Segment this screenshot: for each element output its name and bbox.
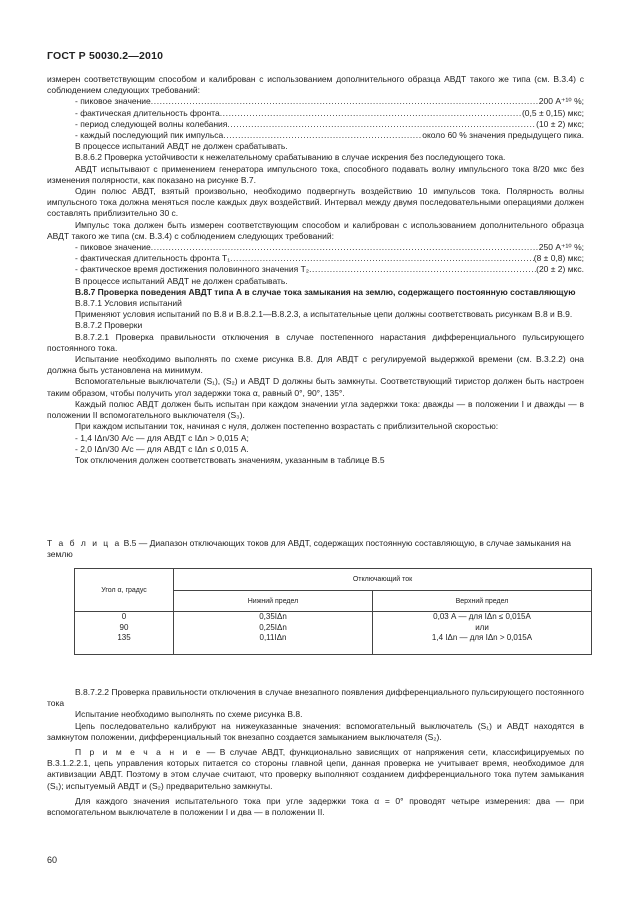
paragraph: В процессе испытаний АВДТ не должен срабатывать. <box>75 275 288 286</box>
requirement-line: - каждый последующий пик импульса ..... около 60 % значения предыдущего пика. <box>47 130 584 141</box>
paragraph: В.8.6.2 Проверка устойчивости к нежелательному срабатыванию в случае искрения без последующего тока. <box>75 152 506 163</box>
paragraph: Испытание необходимо выполнять по схеме рисунка В.8. <box>75 709 303 720</box>
paragraph: измерен соответствующим способом и калиброван с использованием дополнительного образца АВДТ такого же типа (см. В.3.4) с соблюдением следующих требований: <box>47 74 584 96</box>
requirement-line: - фактическое время достижения половинного значения T₂ ..... (20 ± 2) мкс. <box>47 264 584 275</box>
table-cell-high: 0,03 А — для IΔn ≤ 0,015А или 1,4 IΔn — для IΔn > 0,015А <box>373 612 592 655</box>
paragraph: Применяют условия испытаний по В.8 и В.8.2.1—В.8.2.3, а испытательные цепи должны соответствовать рисункам В.8 и В.9. <box>75 309 573 320</box>
paragraph: В.8.7.2 Проверки <box>75 320 143 331</box>
table-row <box>75 612 592 655</box>
table-cell-low: 0,35IΔn 0,25IΔn 0,11IΔn <box>174 612 373 655</box>
paragraph: Импульс тока должен быть измерен соответствующим способом и калиброван с использованием дополнительного образца АВДТ такого же типа (см. В.3.4) с соблюдением следующих требований: <box>47 219 584 241</box>
paragraph: В.8.7.1 Условия испытаний <box>75 298 182 309</box>
paragraph: Один полюс АВДТ, взятый произвольно, необходимо подвергнуть воздействию 10 импульсов тока. Полярность волны импульсного тока должна меняться после каждых двух воздействий. Интервал между двумя последовательными операциями должен составлять приблизительно 30 с. <box>47 186 584 219</box>
section-heading: В.8.7 Проверка поведения АВДТ типа А в случае тока замыкания на землю, содержащего постоянную составляющую <box>75 286 576 297</box>
paragraph: АВДТ испытывают с применением генератора импульсного тока, способного подавать волну импульсного тока 8/20 мкс без изменения полярности, как показано на рисунке В.7. <box>47 163 584 185</box>
note: П р и м е ч а н и е — В случае АВДТ, функционально зависящих от напряжения сети, классифицируемых по В.3.1.2.2.1, цепь управления которых питается со стороны главной цепи, данная проверка не учитывает время, необходимое для активизации АВДТ. Поэтому в этом случае считают, что проверку выполняют созданием дифференциального тока путем замыкания (S₁); испытуемый АВДТ и (S₂) предварительно замкнуты. <box>47 747 584 791</box>
paragraph: В.8.7.2.2 Проверка правильности отключения в случае внезапного появления дифференциального пульсирующего постоянного тока <box>47 687 584 709</box>
requirement-line: - пиковое значение ..... 250 А⁺¹⁰ %; <box>47 242 584 253</box>
paragraph: При каждом испытании ток, начиная с нуля, должен постепенно возрастать с приблизительной скоростью: <box>75 421 499 432</box>
page-number: 60 <box>47 855 58 865</box>
list-item: - 1,4 IΔn/30 А/с — для АВДТ с IΔn > 0,015 А; <box>75 432 249 443</box>
paragraph: Ток отключения должен соответствовать значениям, указанным в таблице В.5 <box>75 454 385 465</box>
table-caption: Т а б л и ц а В.5 — Диапазон отключающих токов для АВДТ, содержащих постоянную составляющую, в случае замыкания на землю <box>47 538 571 560</box>
paragraph: Каждый полюс АВДТ должен быть испытан при каждом значении угла задержки тока: дважды — в положении I и дважды — в положении II вспомогательного выключателя (S₃). <box>47 398 584 421</box>
paragraph: В процессе испытаний АВДТ не должен срабатывать. <box>75 141 288 152</box>
paragraph: Испытание необходимо выполнять по схеме рисунка В.8. Для АВДТ с регулируемой выдержкой времени (см. В.3.2.2) она должна быть установлена на минимум. <box>47 354 584 376</box>
table-cell-angle: 0 90 135 <box>75 612 174 655</box>
table-header-low: Нижний предел <box>174 591 373 612</box>
paragraph: Для каждого значения испытательного тока при угле задержки тока α = 0° проводят четыре измерения: два — при вспомогательном выключателе в положении I и два — в положении II. <box>47 795 584 818</box>
current-range-table <box>74 568 592 655</box>
requirement-line: - период следующей волны колебания ..... (10 ± 2) мкс; <box>47 119 584 130</box>
requirement-line: - пиковое значение ..... 200 А⁺¹⁰ %; <box>47 96 584 107</box>
table-header-high: Верхний предел <box>373 591 592 612</box>
list-item: - 2,0 IΔn/30 А/с — для АВДТ с IΔn ≤ 0,015 А. <box>75 443 249 454</box>
table-header-angle: Угол α, градус <box>75 569 174 612</box>
table-header-group: Отключающий ток <box>174 569 592 591</box>
paragraph: В.8.7.2.1 Проверка правильности отключения в случае постепенного нарастания дифференциального пульсирующего постоянного тока. <box>47 331 584 353</box>
paragraph: Цепь последовательно калибруют на нижеуказанные значения: вспомогательный выключатель (S₁) и АВДТ находятся в замкнутом положении, дифференциальный ток внезапно создается замыканием выключателя (S₂). <box>47 720 584 742</box>
requirement-line: - фактическая длительность фронта T₁ ..... (8 ± 0,8) мкс; <box>47 253 584 264</box>
requirement-line: - фактическая длительность фронта ..... (0,5 ± 0,15) мкс; <box>47 108 584 119</box>
text-block-top <box>47 74 584 466</box>
paragraph: Вспомогательные выключатели (S₁), (S₂) и АВДТ D должны быть замкнуты. Соответствующий тиристор должен быть настроен таким образом, чтобы получить угол задержки тока α, равный 0°, 90°, 135°. <box>47 376 584 398</box>
document-header: ГОСТ Р 50030.2—2010 <box>47 50 164 62</box>
text-block-bottom <box>47 687 584 818</box>
